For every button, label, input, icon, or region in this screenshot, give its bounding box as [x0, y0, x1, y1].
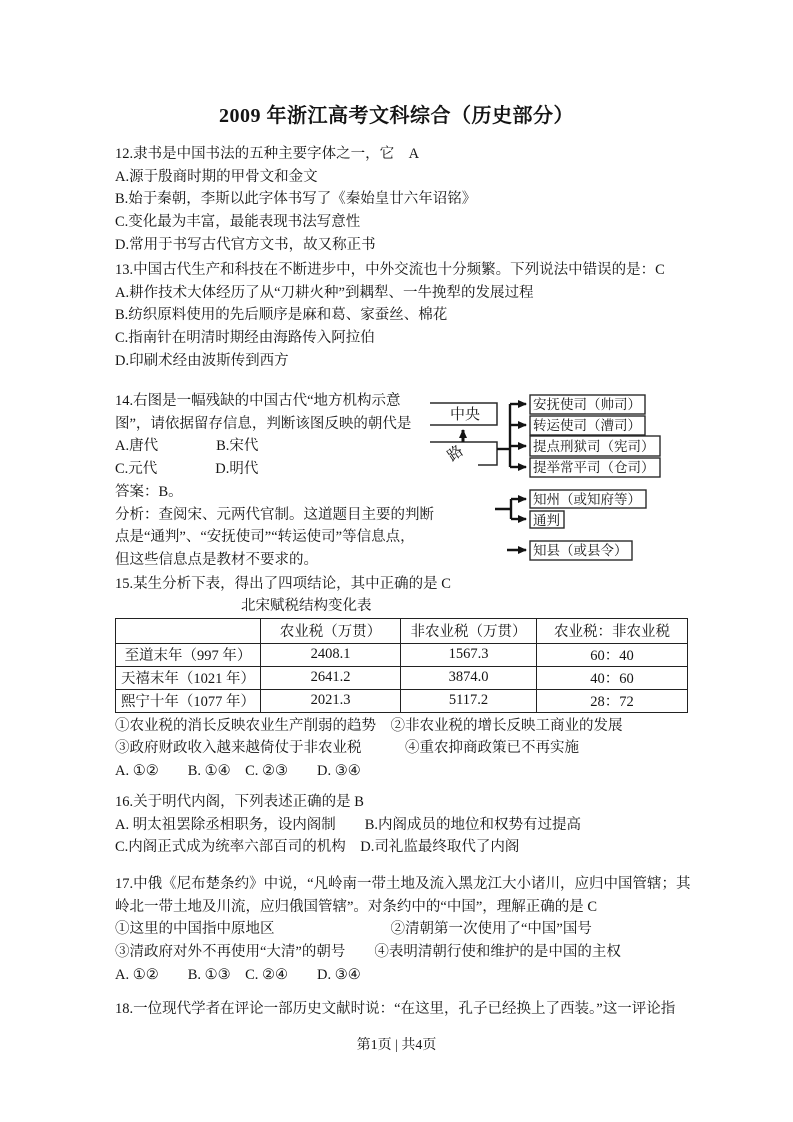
question-14 [115, 390, 467, 572]
row-label: 熙宁十年（1077 年） [116, 689, 261, 712]
tax-structure-table [115, 618, 688, 713]
q14-analysis-1: 分析：查阅宋、元两代官制。这道题目主要的判断 [115, 506, 434, 523]
table-header-row [116, 618, 688, 643]
q13-stem: 13.中国古代生产和科技在不断进步中，中外交流也十分频繁。下列说法中错误的是：C [115, 262, 665, 278]
ratio-value: 60：40 [537, 643, 688, 666]
q15-conclusion-2: ③政府财政收入越来越倚仗于非农业税 ④重农抑商政策已不再实施 [115, 740, 579, 757]
header-agri-tax: 农业税（万贯） [261, 618, 401, 643]
q15-table-title: 北宋赋税结构变化表 [241, 597, 372, 614]
question-15 [115, 573, 688, 783]
nonagri-tax-value: 1567.3 [401, 643, 537, 666]
header-empty [116, 618, 261, 643]
row-label: 至道末年（997 年） [116, 643, 261, 666]
q18-stem: 18.一位现代学者在评论一部历史文献时说：“在这里，孔子已经换上了西装。”这一评论指 [115, 1001, 676, 1017]
question-16 [115, 791, 581, 859]
office-label-zhixian: 知县（或县令） [533, 543, 628, 558]
agri-tax-value: 2641.2 [261, 666, 401, 689]
q14-stem-line-2: 图”，请依据留存信息，判断该图反映的朝代是 [115, 415, 412, 432]
q14-options-cd: C.元代 D.明代 [115, 461, 259, 478]
agri-tax-value: 2408.1 [261, 643, 401, 666]
circuit-box-label: 路 [444, 443, 467, 465]
q16-options-ab: A. 明太祖罢除丞相职务，设内阁制 B.内阁成员的地位和权势有过提高 [115, 816, 582, 833]
page-footer: 第1页 | 共4页 [356, 1038, 437, 1053]
q14-analysis-2: 点是“通判”、“安抚使司”“转运使司”等信息点， [115, 529, 415, 546]
row-label: 天禧末年（1021 年） [116, 666, 261, 689]
q17-stem-line-1: 17.中俄《尼布楚条约》中说，“凡岭南一带土地及流入黑龙江大小诸川，应归中国管辖；其 [115, 876, 691, 892]
q14-answer: 答案：B。 [115, 483, 183, 500]
q15-stem: 15.某生分析下表，得出了四项结论，其中正确的是 C [115, 576, 451, 592]
q12-option-b: B.始于秦朝，李斯以此字体书写了《秦始皇廿六年诏铭》 [115, 191, 477, 208]
q16-options-cd: C.内阁正式成为统率六部百司的机构 D.司礼监最终取代了内阁 [115, 839, 520, 856]
q15-options: A. ①② B. ①④ C. ②③ D. ③④ [115, 763, 361, 780]
office-label-zhizhou: 知州（或知府等） [533, 492, 641, 507]
central-box-label: 中央 [450, 407, 481, 423]
q17-statements-34: ③清政府对外不再使用“大清”的朝号 ④表明清朝行使和维护的是中国的主权 [115, 944, 621, 961]
q12-option-d: D.常用于书写古代官方文书，故又称正书 [115, 236, 376, 253]
page-title: 2009 年浙江高考文科综合（历史部分） [219, 105, 574, 127]
q17-options: A. ①② B. ①③ C. ②④ D. ③④ [115, 966, 361, 983]
office-label-anfushisi: 安抚使司（帅司） [533, 397, 641, 412]
office-label-tijuchangpingsi: 提举常平司（仓司） [533, 460, 655, 475]
table-row [116, 643, 688, 666]
ratio-value: 28：72 [537, 689, 688, 712]
q15-conclusion-1: ①农业税的消长反映农业生产削弱的趋势 ②非农业税的增长反映工商业的发展 [115, 717, 623, 734]
header-ratio: 农业税：非农业税 [537, 618, 688, 643]
office-label-tongpan: 通判 [533, 513, 560, 528]
office-label-zhuanyunshisi: 转运使司（漕司） [533, 418, 641, 433]
q13-option-b: B.纺织原料使用的先后顺序是麻和葛、家蚕丝、棉花 [115, 307, 448, 324]
table-row [116, 689, 688, 712]
ratio-value: 40：60 [537, 666, 688, 689]
q14-options-ab: A.唐代 B.宋代 [115, 438, 259, 455]
nonagri-tax-value: 3874.0 [401, 666, 537, 689]
question-13 [115, 259, 665, 373]
question-12 [115, 143, 476, 257]
q17-statements-12: ①这里的中国指中原地区 ②清朝第一次使用了“中国”国号 [115, 921, 592, 938]
q13-option-a: A.耕作技术大体经历了从“刀耕火种”到耦犁、一牛挽犁的发展过程 [115, 284, 534, 301]
q12-option-a: A.源于殷商时期的甲骨文和金文 [115, 168, 318, 185]
q14-analysis-3: 但这些信息点是教材不要求的。 [115, 551, 318, 568]
table-row [116, 666, 688, 689]
q13-option-c: C.指南针在明清时期经由海路传入阿拉伯 [115, 330, 375, 347]
q12-stem: 12.隶书是中国书法的五种主要字体之一，它 A [115, 146, 420, 162]
office-label-tidianxingyusi: 提点刑狱司（宪司） [533, 439, 655, 454]
q16-stem: 16.关于明代内阁，下列表述正确的是 B [115, 794, 364, 810]
question-17 [115, 873, 691, 987]
q13-option-d: D.印刷术经由波斯传到西方 [115, 352, 289, 369]
q14-stem-line-1: 14.右图是一幅残缺的中国古代“地方机构示意 [115, 393, 401, 409]
header-nonagri-tax: 非农业税（万贯） [401, 618, 537, 643]
q17-stem-line-2: 岭北一带土地及川流，应归俄国管辖”。对条约中的“中国”，理解正确的是 C [115, 898, 598, 915]
q12-option-c: C.变化最为丰富，最能表现书法写意性 [115, 214, 361, 231]
nonagri-tax-value: 5117.2 [401, 689, 537, 712]
question-18 [115, 998, 675, 1021]
agri-tax-value: 2021.3 [261, 689, 401, 712]
q14-org-chart [425, 388, 725, 570]
